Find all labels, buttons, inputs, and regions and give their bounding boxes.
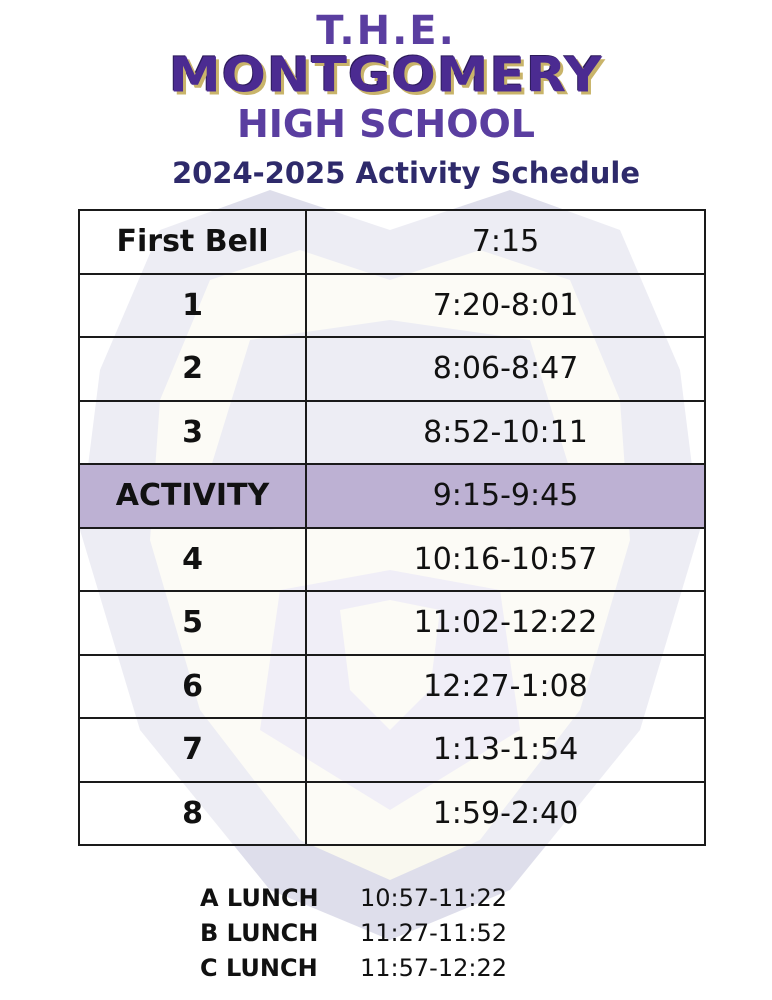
lunch-item — [200, 884, 507, 912]
lunch-time: 11:57-12:22 — [360, 954, 507, 982]
period-time: 8:52-10:11 — [306, 401, 705, 465]
period-time: 11:02-12:22 — [306, 591, 705, 655]
period-label: 6 — [79, 655, 306, 719]
schedule-row — [79, 718, 705, 782]
lunch-name: B LUNCH — [200, 919, 319, 947]
lunch-name: A LUNCH — [200, 884, 319, 912]
lunch-item — [200, 954, 507, 982]
period-label: First Bell — [79, 210, 306, 274]
schedule-row — [79, 337, 705, 401]
header-the: T.H.E. — [316, 8, 456, 54]
school-type: HIGH SCHOOL — [236, 102, 536, 146]
period-label: 3 — [79, 401, 306, 465]
lunch-time: 11:27-11:52 — [360, 919, 507, 947]
schedule-row — [79, 655, 705, 719]
schedule-row — [79, 528, 705, 592]
lunch-item — [200, 919, 507, 947]
period-time: 8:06-8:47 — [306, 337, 705, 401]
period-time: 9:15-9:45 — [306, 464, 705, 528]
period-label: 5 — [79, 591, 306, 655]
period-label: 4 — [79, 528, 306, 592]
schedule-row — [79, 401, 705, 465]
period-time: 12:27-1:08 — [306, 655, 705, 719]
schedule-table — [78, 209, 706, 846]
period-label: 2 — [79, 337, 306, 401]
period-time: 10:16-10:57 — [306, 528, 705, 592]
schedule-title: 2024-2025 Activity Schedule — [171, 156, 641, 190]
schedule-row — [79, 210, 705, 274]
school-name: MONTGOMERY — [169, 48, 603, 104]
schedule-row-activity — [79, 464, 705, 528]
schedule-row — [79, 782, 705, 846]
period-time: 1:13-1:54 — [306, 718, 705, 782]
period-label: ACTIVITY — [79, 464, 306, 528]
schedule-row — [79, 274, 705, 338]
lunch-name: C LUNCH — [200, 954, 318, 982]
period-time: 7:20-8:01 — [306, 274, 705, 338]
period-time: 7:15 — [306, 210, 705, 274]
schedule-row — [79, 591, 705, 655]
period-label: 8 — [79, 782, 306, 846]
period-label: 7 — [79, 718, 306, 782]
period-label: 1 — [79, 274, 306, 338]
period-time: 1:59-2:40 — [306, 782, 705, 846]
lunch-time: 10:57-11:22 — [360, 884, 507, 912]
